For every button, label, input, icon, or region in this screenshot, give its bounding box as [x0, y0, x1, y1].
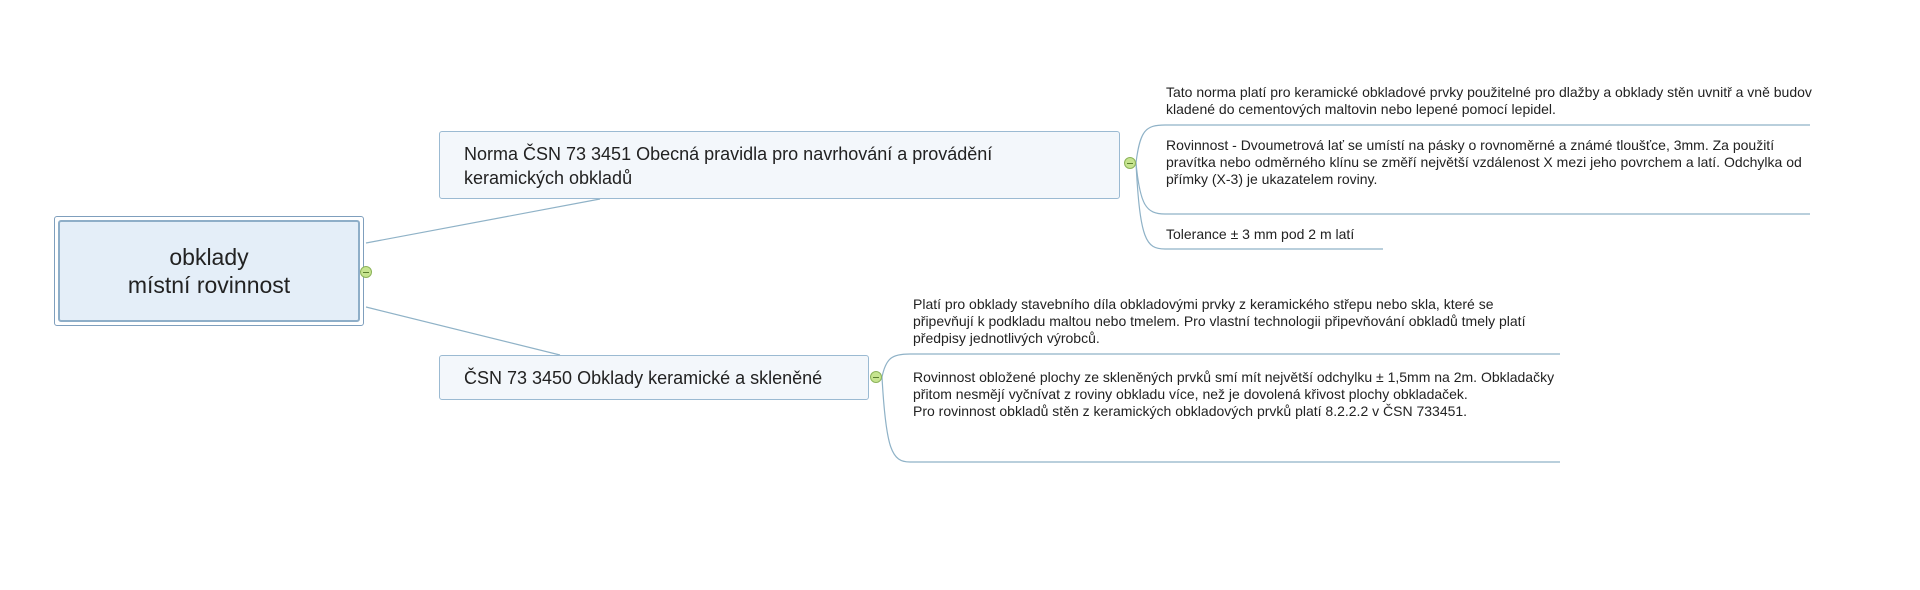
note-rovinnost-733451: Rovinnost - Dvoumetrová lať se umístí na pásky o rovnoměrné a známé tloušťce, 3mm. Za použití pravítka nebo odměrného klínu se změří největší vzdálenost X mezi jeho povrchem a latí. Odchylka od přímky (X-3) je ukazatelem roviny. — [1166, 137, 1802, 187]
topic-node-csn-733450[interactable] — [439, 355, 869, 400]
connector-root-topic2 — [366, 307, 560, 355]
topic-title: ČSN 73 3450 Obklady keramické a skleněné — [464, 368, 823, 388]
root-node-body — [58, 220, 360, 322]
note-tolerance: Tolerance ± 3 mm pod 2 m latí — [1166, 226, 1355, 242]
root-node[interactable] — [54, 216, 364, 326]
note-rovinnost-733450: Rovinnost obložené plochy ze skleněných prvků smí mít největší odchylku ± 1,5mm na 2m. Obkladačky přitom nesmějí vyčnívat z roviny obkladu více, než je dovolená křivost plochy obkladaček. Pro rovinnost obkladů stěn z keramických obkladových prvků platí 8.2.2.2 v ČSN 733451. — [913, 369, 1555, 419]
connector-root-topic1 — [366, 199, 600, 243]
note-scope-733450: Platí pro obklady stavebního díla obkladovými prvky z keramického střepu nebo skla, které se připevňují k podkladu maltou nebo tmelem. Pro vlastní technologii připevňování obkladů tmely platí předpisy jednotlivých výrobců. — [913, 296, 1526, 346]
topic2-collapse-icon[interactable] — [870, 371, 882, 383]
topic-node-csn-733451[interactable] — [439, 131, 1120, 199]
root-title-line1: obklady — [169, 244, 249, 270]
topic1-collapse-icon[interactable] — [1124, 157, 1136, 169]
topic-title: Norma ČSN 73 3451 Obecná pravidla pro navrhování a provádění keramických obkladů — [464, 144, 993, 188]
note-scope-733451: Tato norma platí pro keramické obkladové prvky použitelné pro dlažby a obklady stěn uvnitř a vně budov kladené do cementových maltovin nebo lepené pomocí lepidel. — [1166, 84, 1812, 117]
root-title-line2: místní rovinnost — [127, 272, 291, 298]
root-collapse-icon[interactable] — [360, 266, 372, 278]
